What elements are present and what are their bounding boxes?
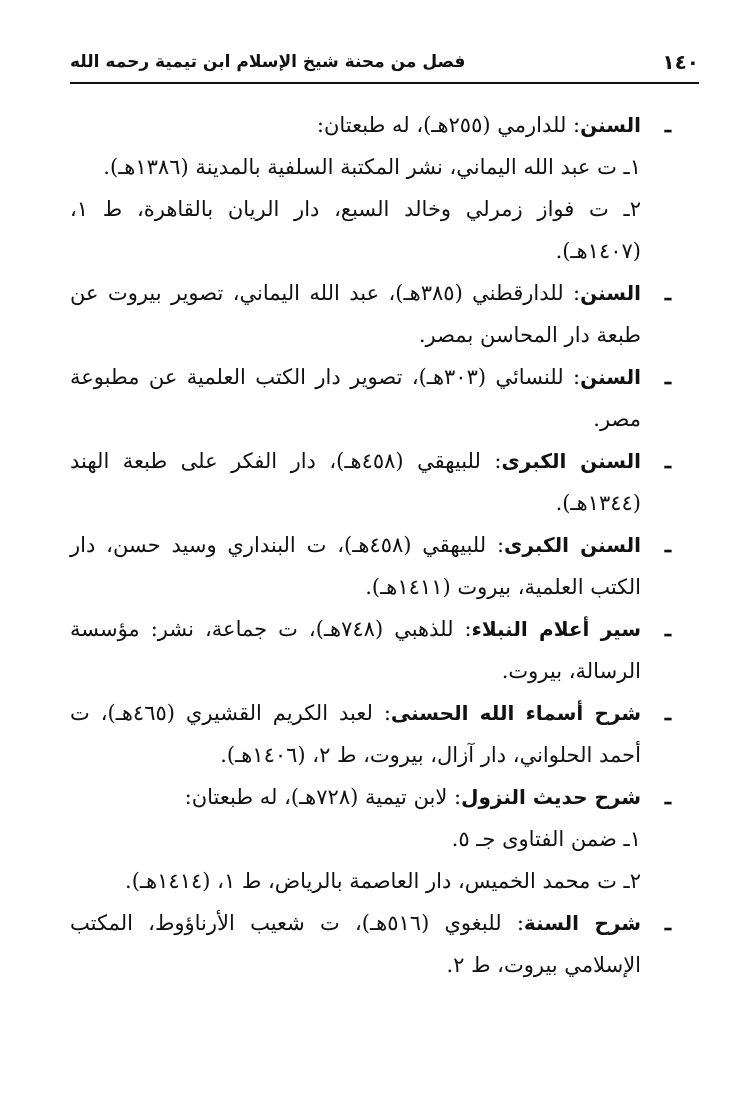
entry-text: : للبيهقي (٤٥٨هـ)، ت البنداري وسيد حسن، دار الكتب العلمية، بيروت (١٤١١هـ). [70,533,641,599]
entry-title: السنن الكبرى [501,449,642,473]
entry-dash: ـ [664,700,671,725]
entry-title: السنن [580,113,641,137]
bibliography-entry [70,608,671,692]
entry-title: السنن [580,281,641,305]
bibliography-entry [70,524,671,608]
edition-item: ١ـ ضمن الفتاوى جـ ٥. [451,827,641,851]
running-title: فصل من محنة شيخ الإسلام ابن تيمية رحمه الله [70,52,466,72]
bibliography-entry [70,902,671,986]
edition-item: ٢ـ ت محمد الخميس، دار العاصمة بالرياض، ط ١، (١٤١٤هـ). [125,869,641,893]
bibliography-entry [70,692,671,776]
bibliography-entry [70,356,671,440]
entry-text: : لابن تيمية (٧٢٨هـ)، له طبعتان: [184,785,462,809]
entry-text: : للدارمي (٢٥٥هـ)، له طبعتان: [316,113,581,137]
entry-text: : للبغوي (٥١٦هـ)، ت شعيب الأرناؤوط، المكتب الإسلامي بيروت، ط ٢. [70,911,641,977]
entry-dash: ـ [664,280,671,305]
page-header [70,42,699,84]
entry-text: : للدارقطني (٣٨٥هـ)، عبد الله اليماني، تصوير بيروت عن طبعة دار المحاسن بمصر. [70,281,641,347]
page-number: ١٤٠ [662,50,699,74]
entry-text: : للبيهقي (٤٥٨هـ)، دار الفكر على طبعة الهند (١٣٤٤هـ). [70,449,641,515]
edition-item: ١ـ ت عبد الله اليماني، نشر المكتبة السلفية بالمدينة (١٣٨٦هـ). [103,155,641,179]
bibliography-entry [70,272,671,356]
entry-title: سير أعلام النبلاء [471,617,641,641]
entry-text: : للنسائي (٣٠٣هـ)، تصوير دار الكتب العلمية عن مطبوعة مصر. [70,365,641,431]
bibliography-entry [70,104,671,146]
edition-item: ٢ـ ت فواز زمرلي وخالد السبع، دار الريان بالقاهرة، ط ١، (١٤٠٧هـ). [70,197,641,263]
entry-title: شرح السنة [523,911,641,935]
entry-dash: ـ [664,112,671,137]
entry-dash: ـ [664,910,671,935]
entry-dash: ـ [664,532,671,557]
entry-text: : لعبد الكريم القشيري (٤٦٥هـ)، ت أحمد الحلواني، دار آزال، بيروت، ط ٢، (١٤٠٦هـ). [70,701,641,767]
entry-dash: ـ [664,364,671,389]
entry-title: شرح حديث النزول [461,785,641,809]
bibliography-list [70,104,671,986]
entry-dash: ـ [664,616,671,641]
entry-title: شرح أسماء الله الحسنى [390,701,641,725]
bibliography-entry [70,440,671,524]
entry-dash: ـ [664,448,671,473]
bibliography-entry [70,776,671,818]
entry-title: السنن الكبرى [504,533,641,557]
entry-text: : للذهبي (٧٤٨هـ)، ت جماعة، نشر: مؤسسة الرسالة، بيروت. [70,617,641,683]
entry-dash: ـ [664,784,671,809]
entry-title: السنن [580,365,641,389]
